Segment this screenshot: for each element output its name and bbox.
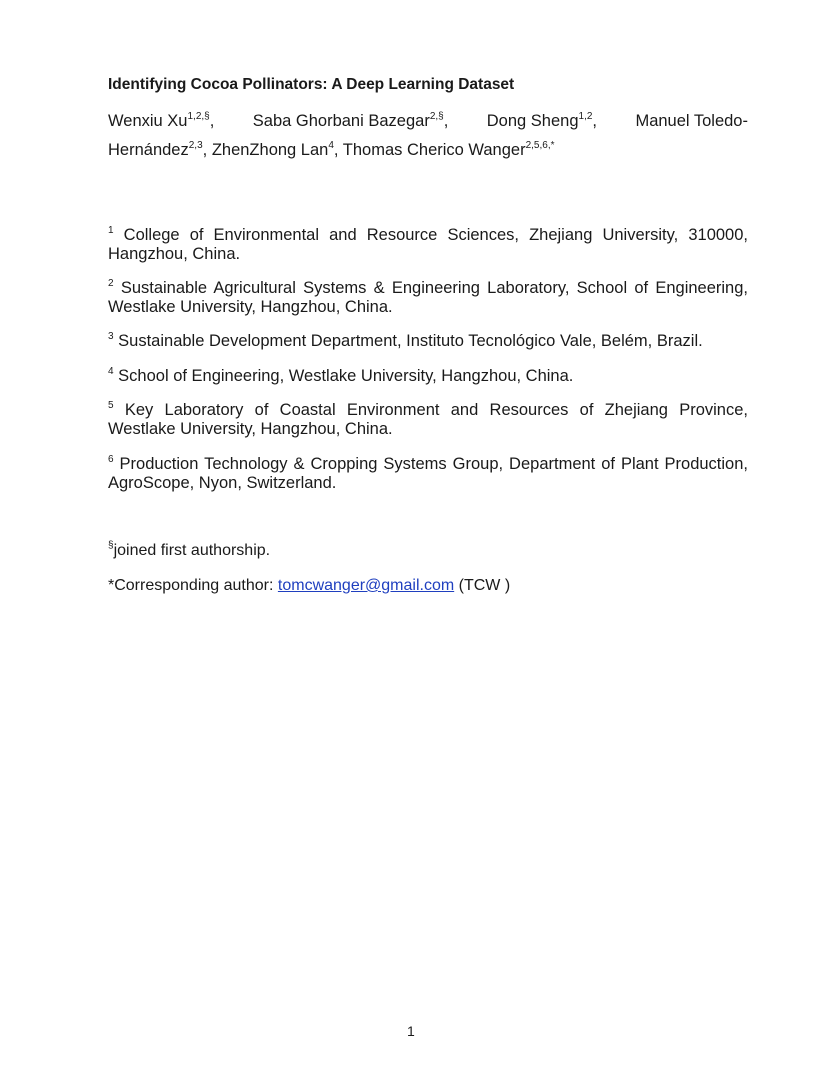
author: ZhenZhong Lan$^4$, (211, 140, 339, 159)
author-line-1 (108, 107, 748, 136)
author-list (108, 107, 748, 165)
affiliation: $^4$ School of Engineering, Westlake University, Hangzhou, China. (108, 366, 574, 385)
paper-title: Identifying Cocoa Pollinators: A Deep Learning Dataset (108, 76, 515, 93)
author: Dong Sheng$^{1,2}$, (486, 111, 598, 130)
affiliation: $^6$ Production Technology & Cropping Systems Group, Department of Plant Production, AgroScope, Nyon, Switzerland. (108, 454, 748, 492)
author-line-2 (108, 136, 748, 165)
joint-authorship-note: §joined first authorship. (108, 540, 271, 559)
page-number: 1 (407, 1023, 415, 1039)
author: Thomas Cherico Wanger$^{2,5,6,*}$ (342, 140, 555, 159)
email-link[interactable]: tomcwanger@gmail.com (277, 577, 455, 594)
affiliation: $^5$ Key Laboratory of Coastal Environment and Resources of Zhejiang Province, Westlake University, Hangzhou, China. (108, 400, 748, 438)
author: Manuel Toledo- (635, 112, 748, 130)
affiliation: $^2$ Sustainable Agricultural Systems & Engineering Laboratory, School of Engineering, Westlake University, Hangzhou, China. (108, 278, 748, 316)
corresponding-author-note: *Corresponding author: tomcwanger@gmail.com (TCW ) (108, 577, 511, 594)
affiliation: $^3$ Sustainable Development Department, Instituto Tecnológico Vale, Belém, Brazil. (108, 331, 703, 350)
affiliation: $^1$ College of Environmental and Resource Sciences, Zhejiang University, 310000, Hangzhou, China. (108, 225, 748, 263)
author: Saba Ghorbani Bazegar$^{2,\S}$, (252, 111, 449, 130)
author: Hernández$^{2,3}$, (108, 140, 208, 159)
author: Wenxiu $Xu^{1,2,\S}$, (108, 111, 215, 130)
